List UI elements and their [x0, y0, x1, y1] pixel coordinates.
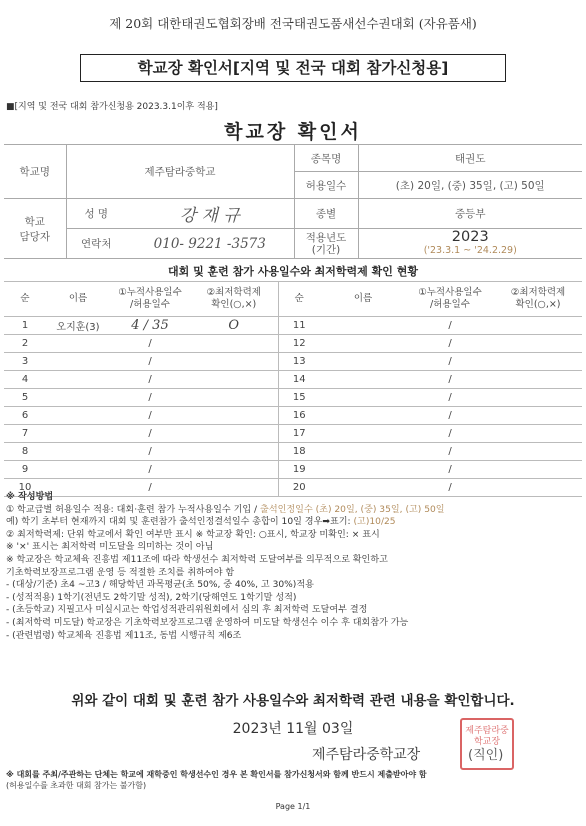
- note-7: - (대상/기준) 초4 ~고3 / 해당학년 과목평균(초 50%, 중 40%, 고 30%)적용: [6, 580, 314, 591]
- row-check-right: [494, 335, 582, 353]
- note-3: ② 최저학력제: 단위 학교에서 확인 여부만 표시 ※ 학교장 확인: ○표시, 학교장 미확인: × 표시: [6, 529, 380, 540]
- note-4: ※ '×' 표시는 최저학력 미도달을 의미하는 것이 아님: [6, 542, 214, 553]
- row-check-left: O: [190, 317, 278, 335]
- seal-label: (직인): [468, 748, 504, 763]
- row-name-left: [46, 407, 110, 425]
- col-no-left: 순: [4, 282, 46, 317]
- row-no-left: 9: [4, 461, 46, 479]
- footnote-1: ※ 대회를 주최/주관하는 단체는 학교에 재학중인 학생선수인 경우 본 확인서를 참가신청서와 함께 반드시 제출받아야 함: [6, 770, 427, 779]
- row-no-right: 14: [278, 371, 320, 389]
- notes-heading: ※ 작성방법: [6, 492, 54, 502]
- col-check-right: [494, 282, 582, 317]
- col-days-right-2: /허용일수: [430, 299, 470, 310]
- row-no-right: 13: [278, 353, 320, 371]
- event-label: 종목명: [294, 145, 358, 172]
- category-label: 종별: [294, 199, 358, 229]
- row-no-left: 3: [4, 353, 46, 371]
- col-days-left-2: /허용일수: [130, 299, 170, 310]
- note-2: [6, 516, 581, 529]
- row-name-right: [320, 461, 406, 479]
- row-name-right: [320, 335, 406, 353]
- name-label: 성 명: [66, 199, 126, 229]
- row-no-left: 4: [4, 371, 46, 389]
- year-label: [294, 229, 358, 259]
- row-days-left: /: [110, 425, 190, 443]
- row-days-right: /: [406, 443, 494, 461]
- note-9: - (초등학교) 지필고사 미실시교는 학업성적관리위원회에서 심의 후 최저학력 도달여부 결정: [6, 605, 368, 616]
- participant-table: [4, 281, 582, 497]
- table-header-row: [4, 282, 582, 317]
- principal-signature-line: 제주탐라중학교장: [312, 747, 421, 763]
- row-name-right: [320, 425, 406, 443]
- year-cell: [358, 229, 582, 259]
- table-row: [4, 317, 582, 335]
- row-days-left: /: [110, 479, 190, 497]
- col-days-right: [406, 282, 494, 317]
- note-1a: ① 학교급별 허용일수 적용: 대회·훈련 참가 누적사용일수 기입 /: [6, 504, 261, 515]
- note-1b: 출석인정일수 (초) 20일, (중) 35일, (고) 50일: [260, 504, 445, 515]
- row-check-left: [190, 443, 278, 461]
- row-no-left: 5: [4, 389, 46, 407]
- row-no-right: 19: [278, 461, 320, 479]
- row-days-left: /: [110, 353, 190, 371]
- col-check-left-2: 확인(○,×): [211, 299, 257, 310]
- row-check-right: [494, 425, 582, 443]
- row-name-right: [320, 371, 406, 389]
- allowed-days-label: 허용일수: [294, 172, 358, 199]
- allowed-days-value: (초) 20일, (중) 35일, (고) 50일: [358, 172, 582, 199]
- document-title: 학교장 확인서: [224, 121, 362, 143]
- row-no-left: 2: [4, 335, 46, 353]
- row-no-left: 10: [4, 479, 46, 497]
- row-name-right: [320, 407, 406, 425]
- row-days-right: /: [406, 389, 494, 407]
- row-check-right: [494, 353, 582, 371]
- row-name-right: [320, 353, 406, 371]
- row-days-left: /: [110, 443, 190, 461]
- note-5: ※ 학교장은 학교체육 진흥법 제11조에 따라 학생선수 최저학력 도달여부를 의무적으로 확인하고: [6, 554, 388, 565]
- stamp-text: 제주탐라중학교장: [465, 726, 509, 747]
- event-value: 태권도: [358, 145, 582, 172]
- teacher-label-line2: 담당자: [19, 230, 50, 243]
- table-body: [4, 317, 582, 497]
- row-check-right: [494, 317, 582, 335]
- row-no-left: 1: [4, 317, 46, 335]
- row-days-left: /: [110, 371, 190, 389]
- row-days-left: /: [110, 389, 190, 407]
- row-days-right: /: [406, 461, 494, 479]
- row-check-right: [494, 443, 582, 461]
- table-heading: 대회 및 훈련 참가 사용일수와 최저학력제 확인 현황: [168, 265, 418, 278]
- col-days-left-1: ①누적사용일수: [118, 287, 182, 298]
- row-check-left: [190, 425, 278, 443]
- row-days-left: /: [110, 407, 190, 425]
- table-row: [4, 407, 582, 425]
- table-row: [4, 443, 582, 461]
- year-value: 2023: [451, 228, 489, 245]
- row-days-right: /: [406, 407, 494, 425]
- row-name-left: [46, 461, 110, 479]
- row-check-right: [494, 407, 582, 425]
- table-row: [4, 335, 582, 353]
- year-label-line1: 적용년도: [305, 231, 347, 244]
- row-days-right: /: [406, 317, 494, 335]
- row-check-left: [190, 353, 278, 371]
- form-title: 학교장 확인서[지역 및 전국 대회 참가신청용]: [80, 54, 506, 82]
- row-check-right: [494, 461, 582, 479]
- row-no-left: 8: [4, 443, 46, 461]
- col-name-right: 이름: [320, 282, 406, 317]
- table-row: [4, 389, 582, 407]
- row-check-right: [494, 371, 582, 389]
- contact-label: 연락처: [66, 229, 126, 259]
- col-days-right-1: ①누적사용일수: [418, 287, 482, 298]
- teacher-name-handwritten: 강 재 규: [126, 199, 294, 229]
- row-no-right: 11: [278, 317, 320, 335]
- confirmation-statement: 위와 같이 대회 및 훈련 참가 사용일수와 최저학력 관련 내용을 확인합니다.: [71, 693, 515, 709]
- note-8: - (성적적용) 1학기(전년도 2학기말 성적), 2학기(당해연도 1학기말 성적): [6, 592, 297, 603]
- teacher-label: [4, 199, 66, 259]
- row-no-right: 15: [278, 389, 320, 407]
- row-check-left: [190, 461, 278, 479]
- col-check-right-2: 확인(○,×): [515, 299, 561, 310]
- row-days-right: /: [406, 371, 494, 389]
- row-name-left: [46, 425, 110, 443]
- table-row: [4, 353, 582, 371]
- category-value: 중등부: [358, 199, 582, 229]
- col-no-right: 순: [278, 282, 320, 317]
- row-name-right: [320, 317, 406, 335]
- school-info-table: [4, 144, 582, 259]
- row-days-left: /: [110, 335, 190, 353]
- table-row: [4, 461, 582, 479]
- table-row: [4, 371, 582, 389]
- row-check-left: [190, 335, 278, 353]
- row-no-left: 7: [4, 425, 46, 443]
- row-no-left: 6: [4, 407, 46, 425]
- note-6: 기초학력보장프로그램 운영 등 적절한 조치를 취하여야 함: [6, 567, 235, 578]
- row-name-left: [46, 335, 110, 353]
- col-check-right-1: ②최저학력제: [510, 287, 566, 298]
- col-check-left: [190, 282, 278, 317]
- row-days-left: 4 / 35: [110, 317, 190, 335]
- row-no-right: 18: [278, 443, 320, 461]
- row-check-left: [190, 371, 278, 389]
- table-row: [4, 425, 582, 443]
- year-label-line2: (기간): [311, 243, 341, 256]
- row-name-right: [320, 443, 406, 461]
- page-number: Page 1/1: [275, 802, 311, 811]
- year-period: ('23.3.1 ~ '24.2.29): [423, 244, 517, 256]
- row-check-right: [494, 389, 582, 407]
- row-days-right: /: [406, 425, 494, 443]
- row-name-left: 오지훈(3): [46, 317, 110, 335]
- col-name-left: 이름: [46, 282, 110, 317]
- row-name-right: [320, 389, 406, 407]
- footnote: [6, 769, 581, 791]
- note-2b: (고)10/25: [353, 517, 396, 528]
- row-days-right: /: [406, 353, 494, 371]
- note-1: [6, 504, 581, 517]
- row-name-left: [46, 371, 110, 389]
- row-name-left: [46, 389, 110, 407]
- col-days-left: [110, 282, 190, 317]
- row-no-right: 16: [278, 407, 320, 425]
- row-no-right: 20: [278, 479, 320, 497]
- row-no-right: 17: [278, 425, 320, 443]
- applicability-note: ■[지역 및 전국 대회 참가신청용 2023.3.1이후 적용]: [6, 102, 218, 112]
- row-check-left: [190, 407, 278, 425]
- note-2a: 예) 학기 초부터 현재까지 대회 및 훈련참가 출석인정결석일수 총합이 10일 경우➡표기:: [6, 517, 354, 528]
- note-10: - (최저학력 미도달) 학교장은 기초학력보장프로그램 운영하여 미도달 학생선수 이수 후 대회참가 가능: [6, 617, 409, 628]
- instructions: [6, 491, 581, 642]
- col-check-left-1: ②최저학력제: [206, 287, 261, 298]
- school-name: 제주탐라중학교: [66, 145, 294, 199]
- school-label: 학교명: [4, 145, 66, 199]
- row-name-left: [46, 353, 110, 371]
- row-days-left: /: [110, 461, 190, 479]
- contact-handwritten: 010- 9221 -3573: [126, 229, 294, 259]
- row-days-right: /: [406, 479, 494, 497]
- row-check-left: [190, 389, 278, 407]
- note-11: - (관련법령) 학교체육 진흥법 제11조, 동법 시행규칙 제6조: [6, 630, 242, 641]
- competition-title: 제 20회 대한태권도협회장배 전국태권도품새선수권대회 (자유품새): [109, 16, 477, 31]
- row-no-right: 12: [278, 335, 320, 353]
- footnote-2: (허용일수를 초과한 대회 참가는 불가함): [6, 781, 147, 790]
- teacher-label-line1: 학교: [24, 215, 45, 228]
- issue-date: 2023년 11월 03일: [232, 721, 354, 737]
- row-name-left: [46, 443, 110, 461]
- row-days-right: /: [406, 335, 494, 353]
